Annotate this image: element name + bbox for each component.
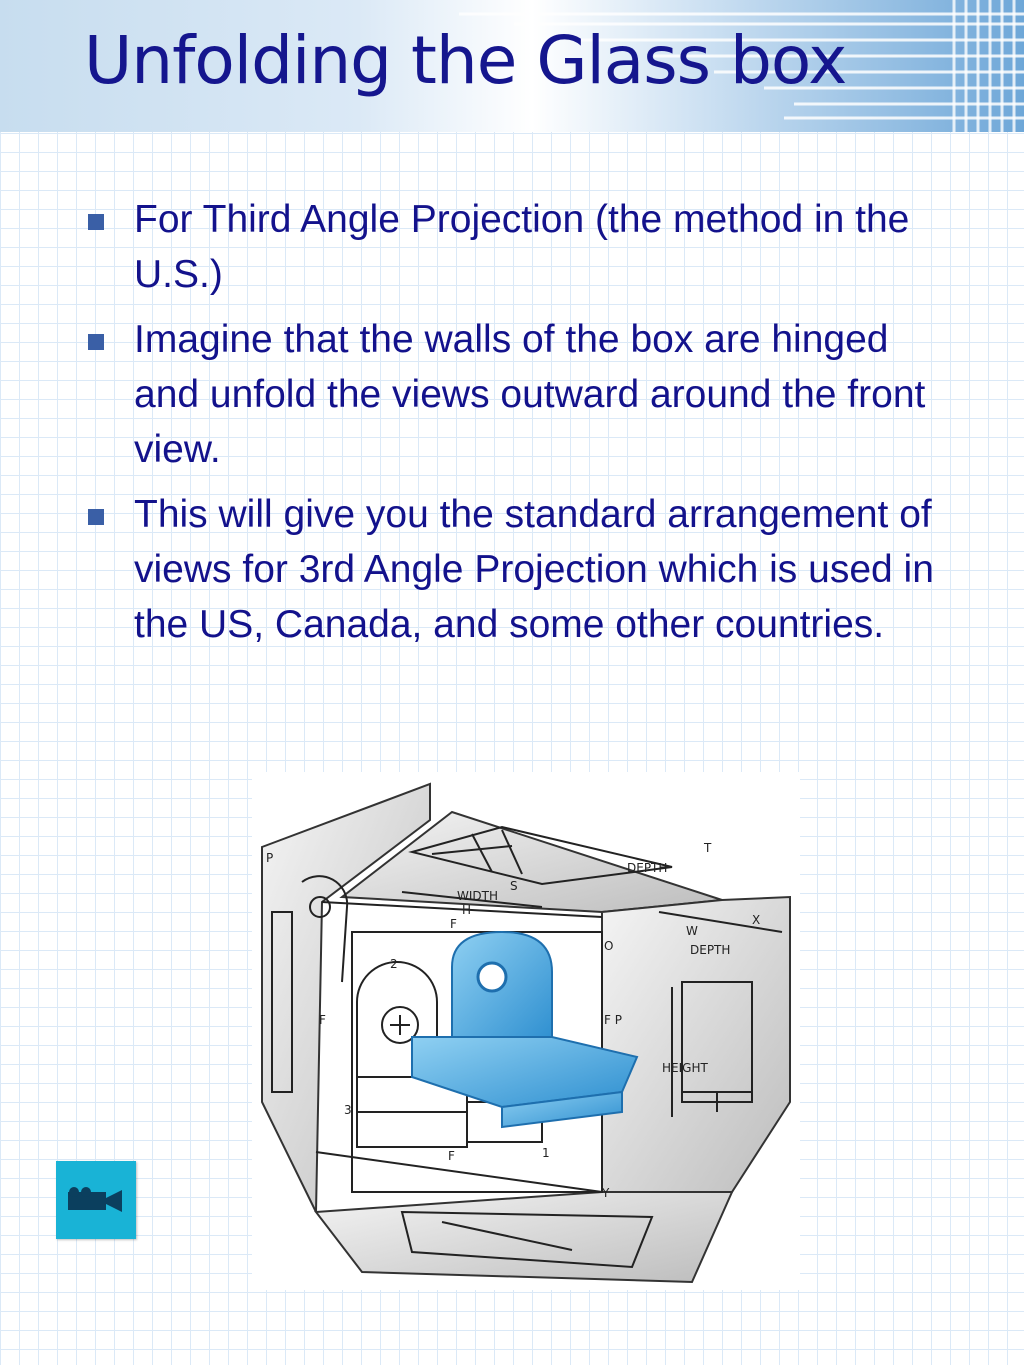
slide-title: Unfolding the Glass box xyxy=(84,22,847,99)
video-camera-button[interactable] xyxy=(56,1161,136,1239)
video-camera-icon xyxy=(66,1186,126,1214)
title-banner xyxy=(0,0,1024,132)
square-bullet-icon xyxy=(88,334,104,350)
bullet-text: For Third Angle Projection (the method in the U.S.) xyxy=(134,198,910,296)
label-height: HEIGHT xyxy=(662,1061,708,1075)
label-fp: F P xyxy=(604,1013,622,1027)
square-bullet-icon xyxy=(88,214,104,230)
glass-box-drawing xyxy=(252,772,800,1290)
bullet-text: Imagine that the walls of the box are hinged and unfold the views outward around the front view. xyxy=(134,318,926,471)
label-f-left: F xyxy=(319,1013,326,1027)
bullet-item xyxy=(84,192,944,302)
label-t: T xyxy=(704,841,712,855)
label-p: P xyxy=(266,851,274,865)
square-bullet-icon xyxy=(88,509,104,525)
bullet-item xyxy=(84,487,944,652)
label-depth-top: DEPTH xyxy=(627,861,668,875)
label-depth-side: DEPTH xyxy=(690,943,731,957)
bullet-item xyxy=(84,312,944,477)
label-1: 1 xyxy=(542,1146,550,1160)
label-3: 3 xyxy=(344,1103,352,1117)
label-x: X xyxy=(752,913,761,927)
label-o: O xyxy=(604,939,614,953)
label-width: WIDTH xyxy=(457,889,498,903)
label-w: W xyxy=(686,924,698,938)
label-y: Y xyxy=(602,1186,610,1200)
glass-box-illustration xyxy=(252,772,800,1290)
label-f-top: F xyxy=(450,917,457,931)
bullet-list xyxy=(84,192,944,662)
label-h: H xyxy=(462,903,472,917)
label-f-bottom: F xyxy=(448,1149,455,1163)
label-2: 2 xyxy=(390,957,398,971)
label-s: S xyxy=(510,879,518,893)
bullet-text: This will give you the standard arrangement of views for 3rd Angle Projection which is used in the US, Canada, and some other countries. xyxy=(134,493,934,646)
